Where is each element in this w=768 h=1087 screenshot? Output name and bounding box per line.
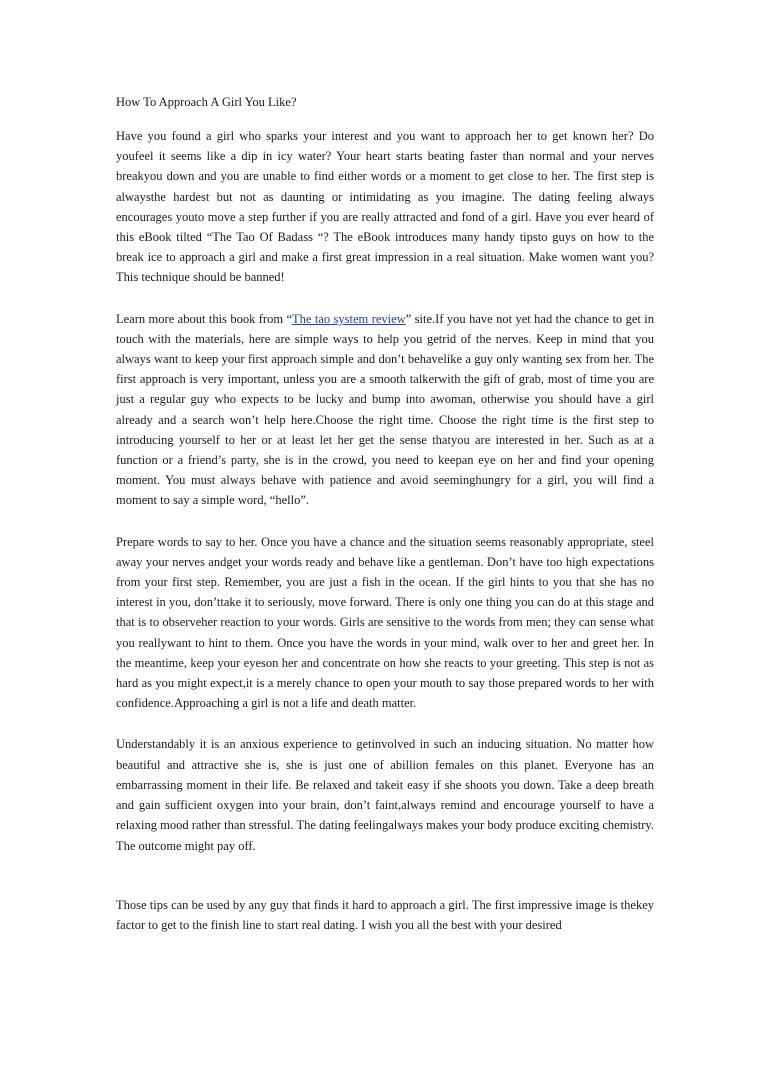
paragraph-intro: Have you found a girl who sparks your interest and you want to approach her to get known her? Do youfeel it seems like a dip in icy water? Your heart starts beating faster than normal and your nerves breakyou down and you are unable to find either words or a moment to get close to her. The first step is alwaysthe hardest but not as daunting or intimidating as you imagine. The dating feeling always encourages youto move a step further if you are really attracted and fond of a girl. Have you ever heard of this eBook tilted “The Tao Of Badass “? The eBook introduces many handy tipsto guys on how to the break ice to approach a girl and make a first great impression in a real situation. Make women want you? This technique should be banned! [116,129,654,285]
paragraph-prepare-words: Prepare words to say to her. Once you have a chance and the situation seems reasonably appropriate, steel away your nerves andget your words ready and behave like a gentleman. Don’t have too high expectations from your first step. Remember, you are just a fish in the ocean. If the girl hints to you that she has no interest in you, don’ttake it to seriously, move forward. There is only one thing you can do at this stage and that is to observeher reaction to your words. Girls are sensitive to the words from men; they can sense what you reallywant to hint to them. Once you have the words in your mind, walk over to her and greet her. In the meantime, keep your eyeson her and concentrate on how she reacts to your greeting. This step is not as hard as you might expect,it is a merely chance to open your mouth to say those prepared words to her with confidence.Approaching a girl is not a life and death matter. [116,534,654,711]
document-title: How To Approach A Girl You Like? [116,95,297,109]
paragraph-learn-more [116,309,654,511]
paragraph-understandably: Understandably it is an anxious experience to getinvolved in such an inducing situation. No matter how beautiful and attractive she is, she is just one of abillion females on this planet. Everyone has an embarrassing moment in their life. Be relaxed and takeit easy if she shoots you down. Take a deep breath and gain sufficient oxygen into your brain, don’t faint,always remind and encourage yourself to have a relaxing mood rather than stressful. The dating feelingalways makes your body produce exciting chemistry. The outcome might pay off. [116,737,654,853]
tao-system-review-link[interactable]: The tao system review [292,311,406,326]
paragraph-learn-more-body: ” site.If you have not yet had the chance to get in touch with the materials, here are simple ways to help you getrid of the nerves. Keep in mind that you always want to keep your first approach simple and don’t behavelike a guy only wanting sex from her. The first approach is very important, unless you are a smooth talkerwith the gift of grab, most of time you are just a regular guy who expects to be lucky and bump into awoman, otherwise you should have a girl already and a search won’t help here.Choose the right time. Choose the right time is the first step to introducing yourself to her or at least let her get the sense thatyou are interested in her. Such as at a function or a friend’s party, she is in the crowd, you need to keepan eye on her and find your opening moment. You must always behave with patience and avoid seeminghungry for a girl, you will find a moment to say a simple word, “hello”. [116,311,654,508]
paragraph-learn-more-lead: Learn more about this book from “ [116,311,293,326]
paragraph-those-tips: Those tips can be used by any guy that finds it hard to approach a girl. The first impressive image is thekey factor to get to the finish line to start real dating. I wish you all the best with your desired [116,897,654,932]
